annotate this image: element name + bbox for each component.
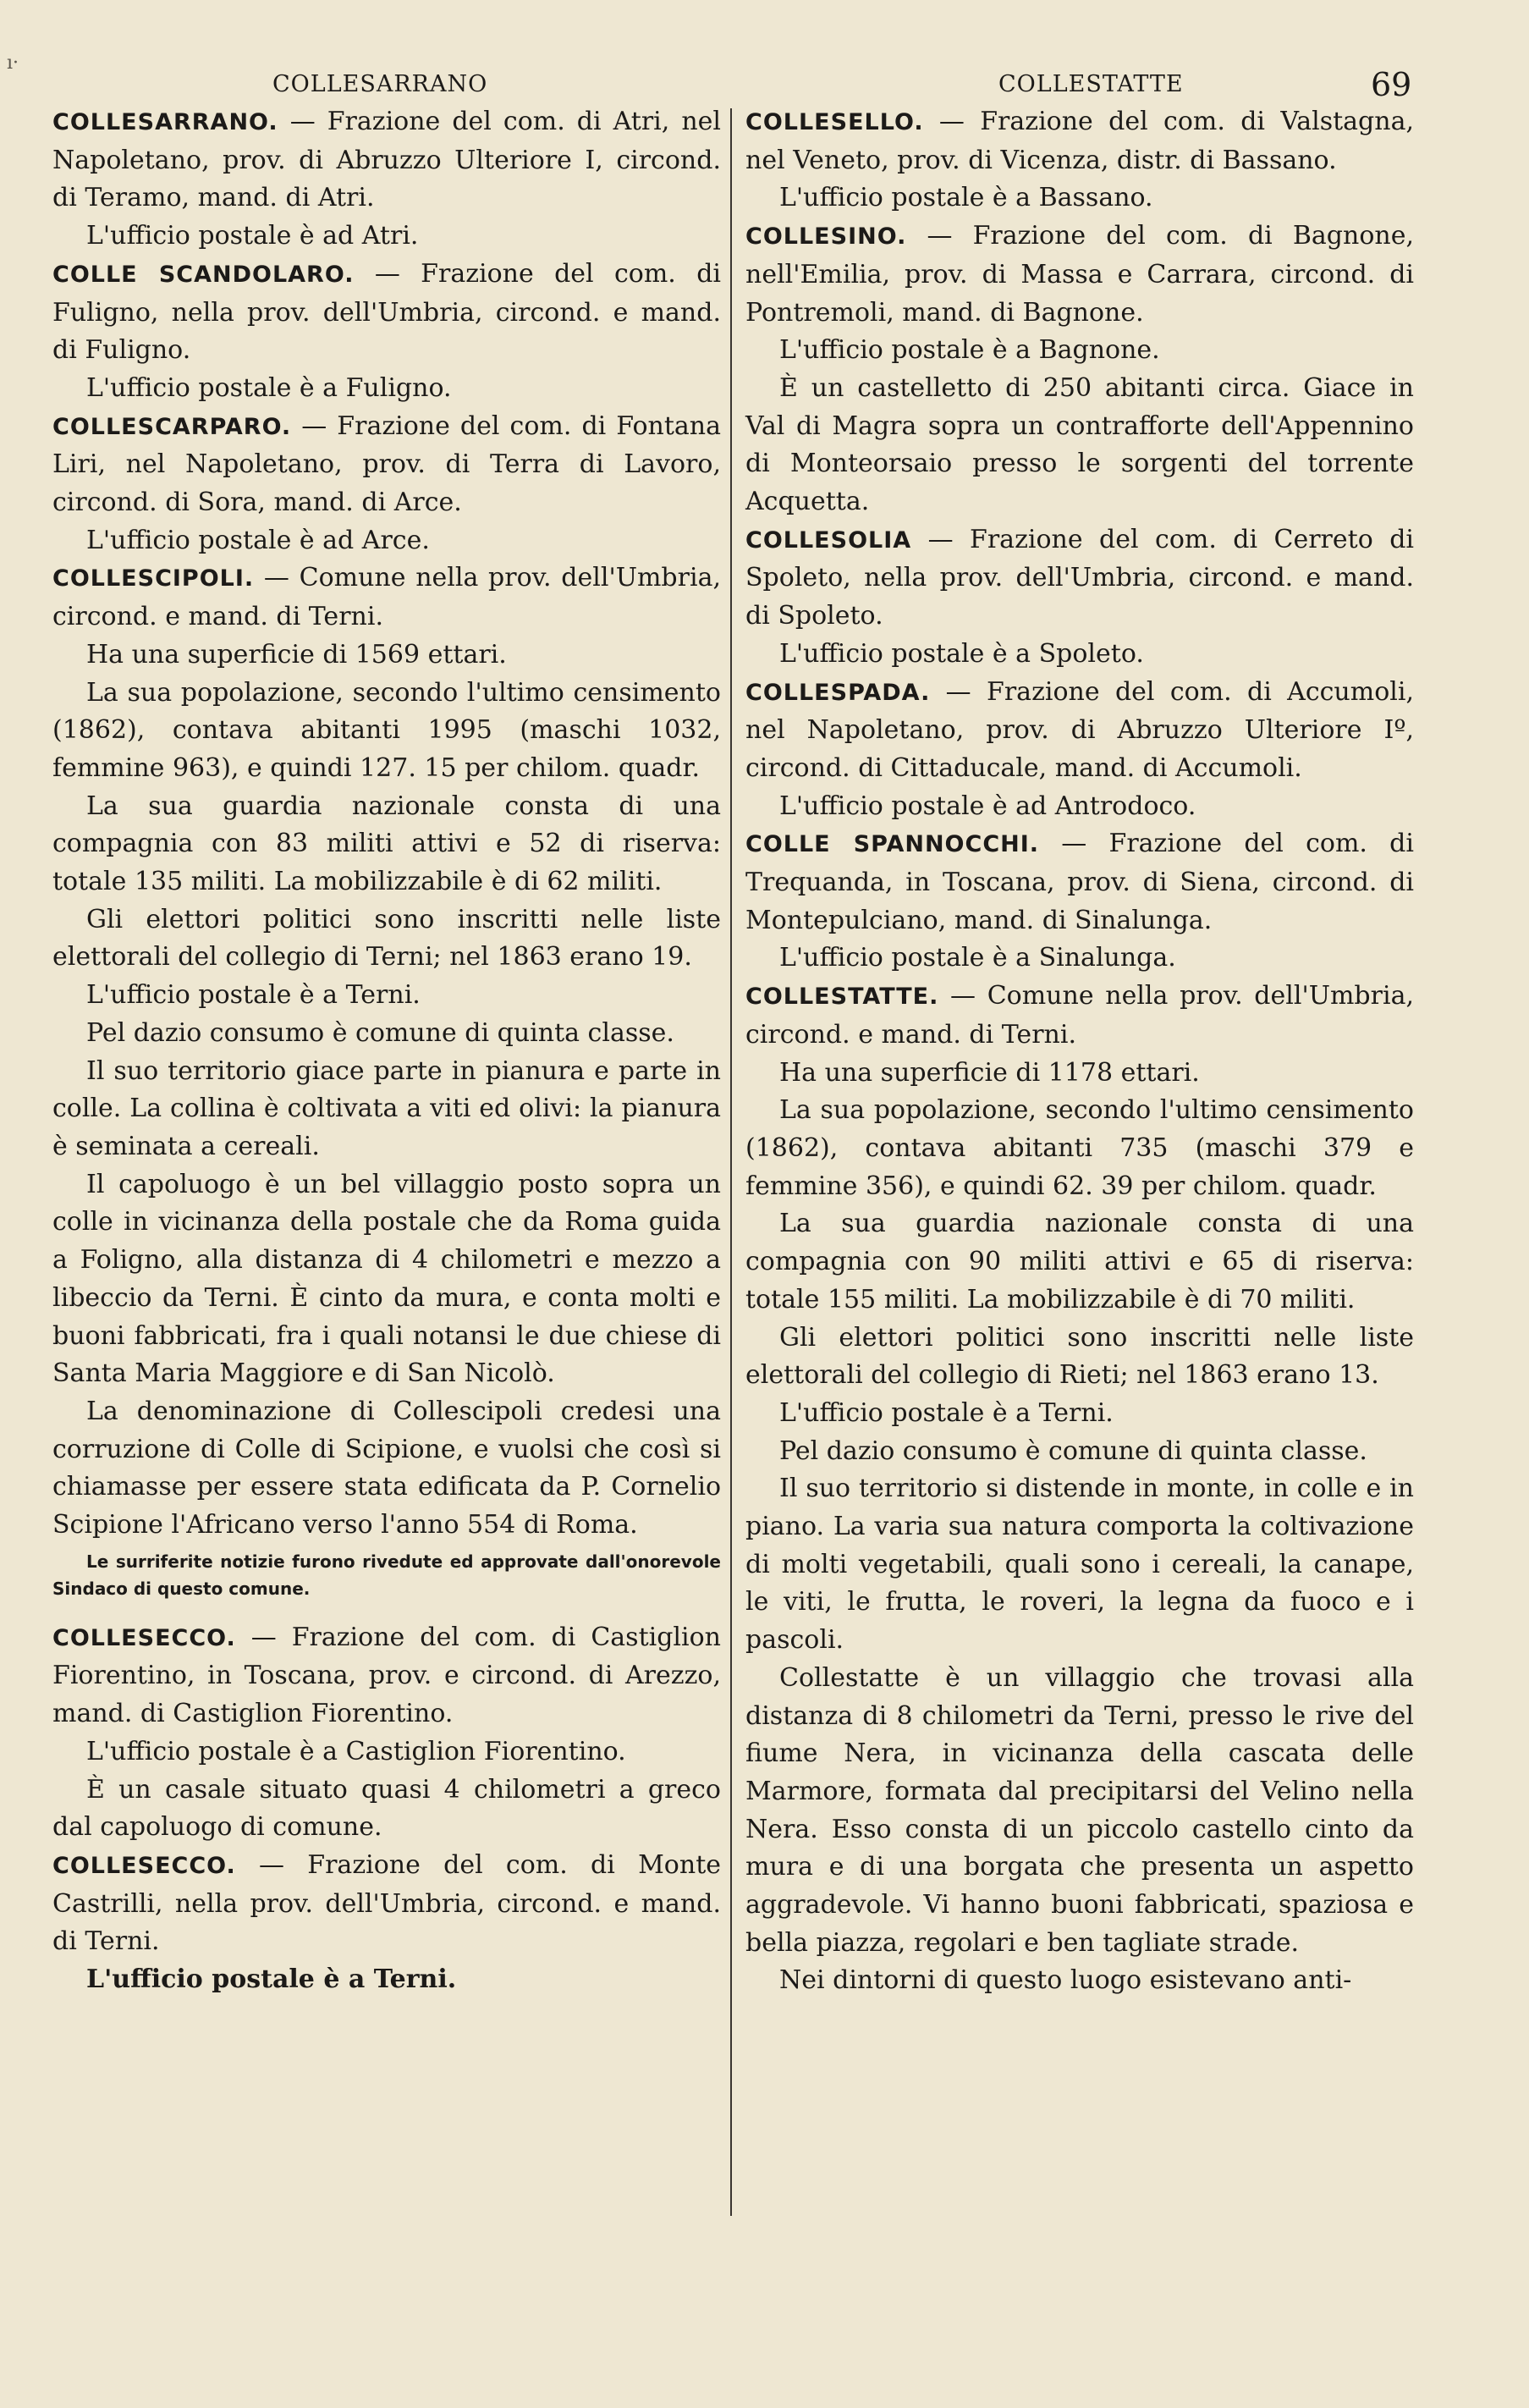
entry-headword: COLLESOLIA: [745, 526, 912, 554]
entry-paragraph: L'ufficio postale è a Castiglion Fiorentino.: [86, 1736, 626, 1766]
entry-paragraph: L'ufficio postale è a Fuligno.: [86, 372, 452, 403]
entry-description: — Frazione del com. di Trequanda, in Toscana, prov. di Siena, circond. di Montepulciano, mand. di Sinalunga.: [745, 829, 1414, 935]
entry-paragraph: Il suo territorio si distende in monte, in colle e in piano. La varia sua natura comporta la coltivazione di molti vegetabili, quali sono i cereali, la canape, le viti, le frutta, le roveri, la legna da fuoco e i pascoli.: [745, 1474, 1414, 1656]
entry-headword: COLLESTATTE.: [745, 984, 939, 1011]
entry-description: — Comune nella prov. dell'Umbria, circond. e mand. di Terni.: [52, 563, 721, 632]
gazetteer-entry: [745, 978, 1414, 1054]
entry-headword: COLLESCARPARO.: [52, 413, 292, 440]
right-column: [745, 103, 1414, 2000]
gazetteer-entry: [745, 103, 1414, 179]
gazetteer-entry: [745, 521, 1414, 636]
margin-mark: ı·: [7, 52, 19, 74]
entry-description: — Comune nella prov. dell'Umbria, circond. e mand. di Terni.: [745, 981, 1414, 1050]
entry-headword: COLLE SCANDOLARO.: [52, 261, 355, 288]
left-column: [52, 103, 721, 1999]
entry-paragraph: Pel dazio consumo è comune di quinta classe.: [779, 1435, 1367, 1466]
entry-paragraph: È un castelletto di 250 abitanti circa. Giace in Val di Magra sopra un contrafforte dell'Appennino di Monteorsaio presso le sorgenti del torrente Acquetta.: [745, 372, 1414, 517]
entry-description: — Frazione del com. di Fuligno, nella prov. dell'Umbria, circond. e mand. di Fuligno.: [52, 258, 721, 366]
entry-headword: COLLESPADA.: [745, 679, 931, 706]
entry-paragraph: L'ufficio postale è ad Antrodoco.: [779, 791, 1196, 821]
entry-paragraph: Collestatte è un villaggio che trovasi alla distanza di 8 chilometri da Terni, presso le rive del fiume Nera, in vicinanza della cascata delle Marmore, formata dal precipitarsi del Velino nella Nera. Esso consta di un piccolo castello cinto da mura e di una borgata che presenta un aspetto aggradevole. Vi hanno buoni fabbricati, spaziosa e bella piazza, regolari e ben tagliate strade.: [745, 1662, 1414, 1958]
entry-headword: COLLESECCO.: [52, 1624, 236, 1651]
entry-description: — Frazione del com. di Fontana Liri, nel Napoletano, prov. di Terra di Lavoro, circond. di Sora, mand. di Arce.: [52, 411, 721, 518]
entry-paragraph: L'ufficio postale è ad Atri.: [86, 221, 419, 251]
entry-paragraph: Gli elettori politici sono inscritti nelle liste elettorali del collegio di Terni; nel 1863 erano 19.: [52, 904, 721, 973]
gazetteer-entry: [52, 1847, 721, 1961]
entry-paragraph: Pel dazio consumo è comune di quinta classe.: [86, 1017, 674, 1048]
running-header: [51, 66, 1413, 105]
entry-paragraph: Ha una superficie di 1178 ettari.: [779, 1057, 1200, 1088]
entry-paragraph: Gli elettori politici sono inscritti nelle liste elettorali del collegio di Rieti; nel 1863 erano 13.: [745, 1322, 1414, 1391]
entry-paragraph: Ha una superficie di 1569 ettari.: [86, 639, 507, 670]
entry-headword: COLLESINO.: [745, 223, 907, 251]
gazetteer-entry: [52, 256, 721, 370]
entry-headword: COLLE SPANNOCCHI.: [745, 831, 1040, 858]
entry-paragraph: Il capoluogo è un bel villaggio posto sopra un colle in vicinanza della postale che da Roma guida a Foligno, alla distanza di 4 chilometri e mezzo a libeccio da Terni. È cinto da mura, e conta molti e buoni fabbricati, fra i quali notansi le due chiese di Santa Maria Maggiore e di San Nicolò.: [52, 1169, 721, 1389]
header-right-guide-word: COLLESTATTE: [998, 71, 1184, 97]
entry-description: — Frazione del com. di Atri, nel Napoletano, prov. di Abruzzo Ulteriore I, circond. di Teramo, mand. di Atri.: [52, 107, 721, 213]
entry-paragraph: Nei dintorni di questo luogo esistevano anti-: [779, 1965, 1352, 1996]
entry-paragraph: L'ufficio postale è a Terni.: [86, 980, 421, 1011]
gazetteer-entry: [745, 825, 1414, 940]
entry-paragraph: L'ufficio postale è a Terni.: [779, 1397, 1114, 1428]
entry-paragraph: La denominazione di Collescipoli credesi una corruzione di Colle di Scipione, e vuolsi che così si chiamasse per essere stata edificata da P. Cornelio Scipione l'Africano verso l'anno 554 di Roma.: [52, 1396, 721, 1540]
entry-paragraph: È un casale situato quasi 4 chilometri a greco dal capoluogo di comune.: [52, 1774, 721, 1843]
entry-headword: COLLESECCO.: [52, 1852, 236, 1879]
entry-description: — Frazione del com. di Bagnone, nell'Emilia, prov. di Massa e Carrara, circond. di Pontremoli, mand. di Bagnone.: [745, 221, 1414, 328]
entry-headword: COLLESARRANO.: [52, 109, 278, 135]
entry-paragraph: Il suo territorio giace parte in pianura e parte in colle. La collina è coltivata a viti ed olivi: la pianura è seminata a cereali.: [52, 1055, 721, 1161]
entry-paragraph: L'ufficio postale è a Terni.: [86, 1964, 457, 1995]
entry-description: — Frazione del com. di Accumoli, nel Napoletano, prov. di Abruzzo Ulteriore Iº, circond. di Cittaducale, mand. di Accumoli.: [745, 676, 1414, 783]
entry-paragraph: L'ufficio postale è a Bassano.: [779, 183, 1153, 213]
gazetteer-entry: [745, 218, 1414, 332]
gazetteer-entry: [52, 103, 721, 218]
entry-paragraph: La sua popolazione, secondo l'ultimo censimento (1862), contava abitanti 1995 (maschi 1032, femmine 963), e quindi 127. 15 per chilom. quadr.: [52, 677, 721, 783]
entry-paragraph: L'ufficio postale è a Sinalunga.: [779, 943, 1176, 973]
entry-description: — Frazione del com. di Monte Castrilli, nella prov. dell'Umbria, circond. e mand. di Terni.: [52, 1849, 721, 1957]
entry-paragraph: L'ufficio postale è ad Arce.: [86, 525, 430, 555]
entry-paragraph: La sua popolazione, secondo l'ultimo censimento (1862), contava abitanti 735 (maschi 379 e femmine 356), e quindi 62. 39 per chilom. quadr.: [745, 1095, 1414, 1201]
entry-description: — Frazione del com. di Valstagna, nel Veneto, prov. di Vicenza, distr. di Bassano.: [745, 107, 1414, 175]
entry-description: — Frazione del com. di Cerreto di Spoleto, nella prov. dell'Umbria, circond. e mand. di Spoleto.: [745, 524, 1414, 631]
entry-paragraph: L'ufficio postale è a Spoleto.: [779, 638, 1144, 669]
gazetteer-entry: [52, 1619, 721, 1733]
page-number: 69: [1371, 66, 1412, 103]
header-left-guide-word: COLLESARRANO: [272, 71, 488, 97]
gazetteer-entry: [745, 674, 1414, 788]
entry-paragraph: La sua guardia nazionale consta di una compagnia con 90 militi attivi e 65 di riserva: totale 155 militi. La mobilizzabile è di 70 militi.: [745, 1209, 1414, 1314]
entry-headword: COLLESELLO.: [745, 109, 924, 135]
entry-paragraph: La sua guardia nazionale consta di una compagnia con 83 militi attivi e 52 di riserva: totale 135 militi. La mobilizzabile è di 62 militi.: [52, 791, 721, 897]
entry-description: — Frazione del com. di Castiglion Fiorentino, in Toscana, prov. e circond. di Arezzo, mand. di Castiglion Fiorentino.: [52, 1622, 721, 1729]
entry-paragraph: L'ufficio postale è a Bagnone.: [779, 335, 1160, 366]
editorial-note: Le surriferite notizie furono rivedute ed approvate dall'onorevole Sindaco di questo comune.: [52, 1551, 721, 1599]
entry-headword: COLLESCIPOLI.: [52, 565, 255, 592]
gazetteer-entry: [52, 559, 721, 636]
column-divider: [730, 108, 732, 2216]
gazetteer-entry: [52, 408, 721, 522]
